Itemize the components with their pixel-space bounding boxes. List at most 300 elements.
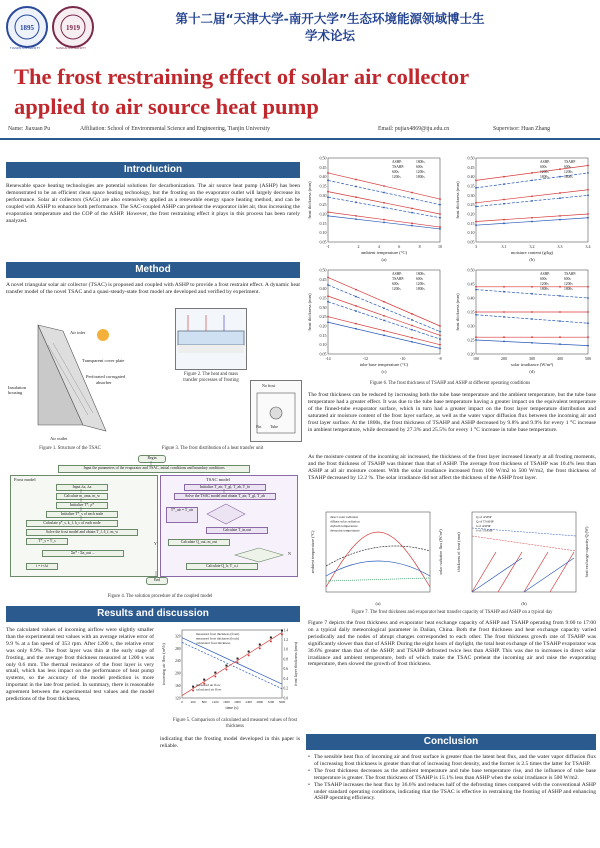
tube-shape: [270, 407, 282, 419]
y-axis-label: frost thickness (mm): [455, 181, 460, 219]
data-point: [355, 323, 357, 325]
legend-entry: 1200s: [540, 170, 549, 174]
x-tick-label: 3200: [267, 700, 275, 704]
flow-step: Calculate m_ama, m_w: [56, 493, 108, 500]
legend-entry: diffuse solar radiation: [330, 519, 360, 524]
data-point: [327, 316, 329, 318]
y-tick-label: 0.40: [319, 286, 327, 292]
x-tick-label: -12: [362, 356, 369, 361]
subfigure-label: (d): [529, 369, 535, 374]
legend-entry: 1800s: [416, 287, 425, 291]
y-tick-label: 0.45: [319, 276, 327, 282]
data-point: [439, 348, 441, 350]
data-point: [503, 219, 505, 221]
method-heading: Method: [6, 262, 300, 278]
legend-entry: 600s: [416, 165, 423, 169]
legend-entry: TSAHP:: [564, 272, 577, 276]
y-tick-label: 0.25: [319, 314, 327, 320]
results-text-right1: The frost thickness can be reduced by increasing both the tube base temperature and the ambient temperature, but the tube base temperature had a greater effect. It was due to the tube base temperature having a greater impact on the equivalent temperature of the finned-tube evaporator surface, which in turn had a greater impact on the frost layer temperature distribution and saturated air moisture content of the frost layer surface, as well as the water vapor diffusion flux between the incoming air and frost layer surface. At the 1800s, the frost thickness of TSAHP and ASHP decreased by 9.8% and 9.9% for every 1 °C increase in ambient temperature, while decreased by 27.3% and 25.5% for every 1 °C increase in tube base temperature.: [308, 392, 596, 433]
subfigure-label: (a): [381, 257, 387, 262]
x-tick-label: 8: [418, 244, 421, 249]
data-point: [383, 202, 385, 204]
y-tick-label: 320: [175, 634, 181, 639]
y-tick-label: 120: [175, 696, 181, 701]
x-tick-label: 400: [190, 700, 196, 704]
tianjin-emblem-icon: [8, 8, 46, 46]
legend-entry: Q of TSAHP: [476, 519, 494, 524]
x-tick-label: 6: [398, 244, 401, 249]
measured-frost-point: [214, 675, 216, 677]
data-point: [411, 208, 413, 210]
x-axis-label: solar irradiance (W/m²): [510, 362, 554, 367]
y2-tick-label: 1.4: [283, 628, 288, 633]
x-tick-label: 10: [438, 244, 442, 249]
logo-nankai-text: NANKAI UNIVERSITY: [55, 46, 86, 50]
legend-entry: 600s: [416, 277, 423, 281]
y2-axis-label: heat exchange capacity Q (W): [584, 526, 589, 578]
author-line: [8, 126, 598, 136]
x-tick-label: 3.2: [529, 244, 535, 249]
legend-entry: Q of ASHP: [476, 515, 492, 519]
measured-frost-point: [192, 689, 194, 691]
legend-entry: 1800s: [416, 175, 425, 179]
flow-tsac-step: Calculate Q_out, m_out: [168, 539, 230, 546]
legend-entry: 1200s: [564, 282, 573, 286]
measured-frost-point: [225, 665, 227, 667]
data-point: [411, 319, 413, 321]
flow-step: t = t+∆t: [26, 563, 58, 570]
data-point: [587, 213, 589, 215]
data-point: [327, 215, 329, 217]
x-tick-label: 3.4: [585, 244, 591, 249]
x-tick-label: -14: [325, 356, 331, 361]
forum-title-line2: 学术论坛: [304, 28, 355, 43]
data-point: [531, 217, 533, 219]
data-point: [475, 224, 477, 226]
x-tick-label: 2000: [234, 700, 241, 704]
method-text: A novel triangular solar air collector (TSAC) is proposed and coupled with ASHP to provide a frost restraint effect. A dynamic heat transfer model of the novel TSAC and a quasi-steady-state frost model are developed and verified by experiment.: [6, 282, 300, 295]
data-point: [355, 179, 357, 181]
fig5-caption: Figure 5. Comparison of calculated and measured values of frost thickness: [172, 718, 298, 729]
flow-tsac-step: Calculate T_in,out: [206, 527, 268, 534]
data-point: [475, 202, 477, 204]
y-axis-label: frost thickness (mm): [307, 293, 312, 331]
conclusion-list: [308, 754, 596, 802]
data-point: [383, 330, 385, 332]
data-point: [531, 293, 533, 295]
data-point: [383, 334, 385, 336]
data-point: [587, 345, 589, 347]
y-axis-label: thickness of frost (mm): [456, 532, 461, 572]
y-tick-label: 0.45: [467, 281, 475, 287]
data-point: [383, 219, 385, 221]
flow-step: Solve the frost model and obtain T_f, δ_f, m_w: [26, 529, 138, 536]
legend-entry: δ of TSAHP: [476, 528, 493, 533]
fig7a-chart: [308, 506, 448, 608]
fig3-label-fin: Fin: [256, 424, 262, 429]
x-tick-label: 300: [529, 356, 535, 361]
subfigure-label: (a): [375, 601, 381, 606]
data-point: [327, 211, 329, 213]
data-point: [383, 207, 385, 209]
x-tick-label: 0: [181, 700, 183, 704]
y-tick-label: 0.50: [319, 267, 327, 273]
x-tick-label: 2: [357, 244, 360, 249]
x-tick-label: 800: [201, 700, 207, 704]
data-point: [475, 336, 477, 338]
legend-entry: calculated frost thickness: [196, 641, 231, 645]
data-point: [559, 311, 561, 313]
subfigure-label: (b): [521, 601, 527, 606]
data-point: [587, 322, 589, 324]
y-axis-label: frost thickness (mm): [455, 293, 460, 331]
y-tick-label: 0.45: [467, 164, 475, 170]
flow-arrows: [6, 455, 300, 585]
x-tick-label: 400: [557, 356, 563, 361]
data-point: [355, 196, 357, 198]
data-point: [411, 225, 413, 227]
data-point: [355, 296, 357, 298]
flow-end: End: [146, 577, 168, 585]
data-point: [503, 316, 505, 318]
flow-step: Input ∆z, ∆x: [56, 484, 108, 491]
x-axis-label: time (s): [225, 705, 239, 710]
conclusion-item: • The sensible heat flux of incoming air and frost surface is greater than the latent heat flux, and the water vapor diffusion flux of increasing frost thickness is greater than that of increasing frost density, and the former is 2.5 times the latter for TSAHP.: [308, 754, 596, 768]
flow-frost-label: Frost model: [14, 477, 36, 482]
data-point: [439, 338, 441, 340]
fig6d-chart: [454, 264, 594, 374]
subfigure-label: (c): [381, 369, 387, 374]
legend-entry: ASHP:: [540, 272, 551, 276]
data-point: [383, 222, 385, 224]
data-point: [475, 180, 477, 182]
data-point: [327, 191, 329, 193]
data-point: [383, 192, 385, 194]
data-point: [587, 217, 589, 219]
y2-axis-label: frost layer thickness (mm): [293, 641, 298, 687]
y-tick-label: 0.15: [467, 220, 475, 226]
y2-tick-label: 0.6: [283, 667, 288, 672]
legend-entry: 600s: [392, 170, 399, 174]
measured-frost-point: [259, 644, 261, 646]
flow-step: Initialize T*_s of each node: [46, 511, 118, 518]
data-point: [327, 180, 329, 182]
flow-tsac-label: TSAC model: [206, 477, 230, 482]
flow-begin: Begin: [138, 455, 166, 463]
data-point: [503, 311, 505, 313]
measured-frost-point: [248, 651, 250, 653]
y-tick-label: 0.20: [319, 211, 327, 217]
data-point: [383, 315, 385, 317]
measured-frost-point: [281, 633, 283, 635]
data-point: [475, 221, 477, 223]
fig7-caption: Figure 7. The frost thickness and evaporator heat transfer capacity of TSAHP and ASHP on a typical day: [351, 610, 553, 615]
y-axis-label: frost thickness (mm): [307, 181, 312, 219]
data-point: [411, 341, 413, 343]
fig2-heat-mass-transfer: [175, 308, 247, 370]
x-axis-label: ambient temperature (°C): [360, 250, 408, 255]
legend-entry: measured frost thickness (back): [196, 636, 240, 641]
data-point: [411, 329, 413, 331]
forum-title: [100, 10, 560, 44]
data-point: [503, 286, 505, 288]
data-point: [411, 198, 413, 200]
y-tick-label: 0.35: [319, 295, 327, 301]
legend-entry: 1800s: [564, 175, 573, 179]
fig3-label-tube: Tube: [270, 424, 279, 429]
y-tick-label: 200: [175, 671, 181, 676]
data-point: [587, 286, 589, 288]
data-point: [355, 328, 357, 330]
measured-frost-point: [270, 640, 272, 642]
data-point: [327, 196, 329, 198]
data-point: [327, 284, 329, 286]
y-tick-label: 0.20: [467, 211, 475, 217]
data-point: [503, 199, 505, 201]
data-point: [559, 197, 561, 199]
data-point: [355, 310, 357, 312]
measured-frost-point: [237, 661, 239, 663]
y-tick-label: 0.30: [319, 304, 327, 310]
legend-entry: 1800s: [540, 175, 549, 179]
y-tick-label: 0.25: [467, 337, 475, 343]
data-point: [355, 186, 357, 188]
y-tick-label: 0.35: [467, 183, 475, 189]
y-tick-label: 0.45: [319, 164, 327, 170]
fig1-label-absorber: absorber: [96, 380, 112, 385]
y-tick-label: 0.40: [467, 174, 475, 180]
data-point: [439, 198, 441, 200]
data-point: [587, 194, 589, 196]
data-point: [439, 226, 441, 228]
data-point: [503, 291, 505, 293]
data-point: [531, 318, 533, 320]
flow-tsac-step: Solve the TSAC model and obtain T_air, T_gl, T_ab: [174, 493, 276, 500]
data-point: [439, 334, 441, 336]
data-point: [559, 295, 561, 297]
fig6-caption: Figure 6. The frost thickness of TSAHP and ASHP at different operating conditions: [369, 381, 531, 386]
y-tick-label: 0.50: [467, 267, 475, 273]
x-tick-label: 1600: [223, 700, 230, 704]
x-tick-label: 3600: [278, 700, 286, 704]
svg-text:1919: 1919: [66, 24, 80, 32]
legend-entry: dewpoint temperature: [330, 528, 360, 533]
x-tick-label: 3.1: [501, 244, 507, 249]
x-axis-label: tube base temperature (°C): [359, 362, 409, 367]
legend-entry: 1200s: [416, 282, 425, 286]
legend-entry: 1800s: [416, 160, 425, 164]
legend-entry: 600s: [540, 165, 547, 169]
data-point: [411, 313, 413, 315]
subfigure-label: (b): [529, 257, 535, 262]
forum-title-line1: 第十二届“天津大学-南开大学”生态环境能源领域博士生: [175, 11, 485, 26]
data-point: [587, 311, 589, 313]
y2-tick-label: 1.2: [283, 638, 288, 643]
y-tick-label: 280: [175, 646, 181, 651]
data-point: [587, 172, 589, 174]
y-tick-label: 0.20: [467, 351, 475, 357]
data-point: [355, 218, 357, 220]
data-point: [475, 187, 477, 189]
y-tick-label: 0.20: [319, 323, 327, 329]
legend-entry: 600s: [540, 277, 547, 281]
results-heading: Results and discussion: [6, 606, 300, 622]
data-point: [503, 176, 505, 178]
x-tick-label: -1: [326, 244, 330, 249]
y-tick-label: 160: [175, 683, 181, 688]
data-point: [531, 286, 533, 288]
fig6a-chart: [306, 152, 446, 262]
svg-text:1895: 1895: [20, 24, 34, 32]
flow-step: Σn* - Σn_out ...: [42, 550, 124, 557]
data-point: [475, 286, 477, 288]
y2-tick-label: 0.8: [283, 657, 288, 662]
y-tick-label: 0.30: [467, 323, 475, 329]
fig1-caption: Figure 1. Structure of the TSAC: [39, 446, 101, 451]
data-point: [531, 195, 533, 197]
x-tick-label: 200: [501, 356, 507, 361]
data-point: [411, 212, 413, 214]
data-point: [439, 325, 441, 327]
author-name: Name: Jiaxuan Pu: [8, 126, 51, 132]
header-divider: [0, 138, 600, 140]
fig7b-chart: [454, 506, 594, 608]
results-text-right3: Figure 7 depicts the frost thickness and evaporator heat exchange capacity of ASHP and TSAHP operating from 9:00 to 17:00 on a typical daily meteorological parameter in Dalian, China. Both the frost thickness and heat exchange capacity varied periodically and the nodes of abrupt changes corresponded to each other. The frost thickness growth rate of TSAHP was significantly slower than that of ASHP. During the eight hours of daylight, the total heat exchange of the TSAHP evaporator was 36.6% greater than that of the ASHP, and TSAHP defrosted twice less than ASHP. This was due to increases in direct solar irradiance and ambient temperature, both of which make the TSAC preheat the incoming air and raise the evaporating temperature, then slowed the growth of frost thickness.: [308, 620, 596, 668]
data-point: [411, 337, 413, 339]
data-point: [475, 314, 477, 316]
fig6c-chart: [306, 264, 446, 374]
y-axis-label: incoming air flow (m³/h): [161, 643, 166, 685]
measured-frost-point: [203, 679, 205, 681]
flow-tsac-step: Initialize T_air, T_gl, T_ab, T_fo: [184, 484, 266, 491]
y-tick-label: 0.25: [319, 202, 327, 208]
x-tick-label: -10: [399, 356, 406, 361]
intro-text: Renewable space heating technologies are potential solutions for decarbonization. The air source heat pump (ASHP) has been demonstrated to be an efficient clean space heating technology, but the frosting on the evaporator outlet will largely decrease its performance. Solar air collectors (SACs) are also extensively applied as a renewable energy space heating method, and can be coupled with ASHP to enhance both performance. The SAC-coupled ASHP can preheat the evaporator inlet air, thus increasing the evaporation temperature and the COP of the ASHP. However, the frost restraining effect it plays in this process has been rarely analyzed.: [6, 183, 300, 224]
measured-frost-point: [192, 686, 194, 688]
conclusion-heading: Conclusion: [306, 734, 596, 750]
data-point: [587, 297, 589, 299]
data-point: [559, 343, 561, 345]
fig5-chart: [160, 626, 300, 714]
x-tick-label: 100: [473, 356, 479, 361]
y-tick-label: 0.30: [467, 192, 475, 198]
data-point: [327, 277, 329, 279]
legend-entry: 1800s: [416, 272, 425, 276]
results-text-right2: As the moisture content of the incoming air increased, the thickness of the frost layer increased linearly at all frosting moments, and the frost thickness of TSAHP was thinner than that of ASHP. The average frost thickness of TSAHP was 10.4% less than ASHP at all air moisture content. With the solar irradiance increased from 100 W/m2 to 500 W/m2, the frost thickness of TSAHP decreased by 12.2 %. The solar irradiance did not affect the thickness of the ASHP frost layer.: [308, 454, 596, 481]
logo-tianjin-text: TIANJIN UNIVERSITY: [9, 46, 41, 50]
measured-frost-point: [225, 668, 227, 670]
data-point: [355, 201, 357, 203]
data-point: [383, 320, 385, 322]
legend-entry: 1800s: [564, 287, 573, 291]
x-tick-label: 4: [377, 244, 380, 249]
flow-input: Input the parameters of the evaporator and TSAC, initial conditions and boundary conditions: [58, 465, 250, 473]
flow-tsac-step: Calculate Q_h, T_o,t: [186, 563, 258, 570]
data-point: [559, 219, 561, 221]
y-tick-label: 0.35: [319, 183, 327, 189]
y-tick-label: 0.35: [467, 309, 475, 315]
data-point: [587, 189, 589, 191]
data-point: [411, 325, 413, 327]
data-point: [411, 222, 413, 224]
data-point: [411, 192, 413, 194]
data-point: [439, 213, 441, 215]
data-point: [439, 204, 441, 206]
y-tick-label: 0.40: [467, 295, 475, 301]
x-tick-label: 3: [475, 244, 477, 249]
y2-tick-label: 0.4: [283, 676, 288, 681]
logo-tianjin: [6, 6, 48, 48]
y-tick-label: 0.10: [319, 342, 327, 348]
legend-entry: 600s: [564, 165, 571, 169]
fig6b-chart: [454, 152, 594, 262]
data-point: [439, 228, 441, 230]
legend-entry: 1200s: [540, 282, 549, 286]
y2-tick-label: 1.0: [283, 647, 288, 652]
y-axis-label: ambient temperature (°C): [310, 530, 315, 574]
data-point: [531, 200, 533, 202]
paper-title-line1: The frost restraining effect of solar air collector: [14, 64, 470, 89]
measured-frost-point: [248, 654, 250, 656]
measured-frost-point: [237, 658, 239, 660]
data-point: [559, 176, 561, 178]
flow-step: Initialize T*, ρ*: [56, 502, 108, 509]
data-point: [503, 222, 505, 224]
fig3-label-no-frost: No frost: [262, 383, 276, 388]
data-point: [503, 203, 505, 205]
data-point: [531, 172, 533, 174]
data-point: [383, 185, 385, 187]
data-point: [355, 289, 357, 291]
y2-tick-label: 0.0: [283, 696, 288, 701]
y2-axis-label: solar radiation flux (W/m²): [438, 529, 443, 575]
x-tick-label: 3.3: [557, 244, 563, 249]
fig1-label-perforated: Perforated corrugated: [86, 374, 126, 379]
y-tick-label: 0.10: [467, 230, 475, 236]
data-point: [475, 311, 477, 313]
x-tick-label: 2400: [245, 700, 252, 704]
logo-nankai: [52, 6, 94, 48]
data-point: [587, 165, 589, 167]
data-point: [475, 206, 477, 208]
measured-frost-point: [214, 672, 216, 674]
data-point: [559, 168, 561, 170]
data-point: [327, 321, 329, 323]
author-email: Email: pujiax4869@tju.edu.cn: [378, 126, 450, 132]
results-text-left-cont: indicating that the frosting model developed in this paper is reliable.: [160, 736, 300, 749]
fig4-flowchart: [6, 455, 300, 585]
y-tick-label: 0.50: [319, 155, 327, 161]
data-point: [531, 336, 533, 338]
flow-yes-label: Y: [154, 541, 157, 546]
data-point: [327, 295, 329, 297]
y-tick-label: 0.05: [319, 239, 327, 245]
data-point: [531, 221, 533, 223]
y-tick-label: 0.25: [467, 202, 475, 208]
legend-entry: δ of ASHP: [476, 524, 491, 528]
data-point: [475, 339, 477, 341]
fig1-label-air-inlet: Air inlet: [70, 330, 86, 335]
flow-no-label: N: [288, 551, 291, 556]
data-point: [327, 301, 329, 303]
y-tick-label: 0.30: [319, 192, 327, 198]
x-tick-label: 2800: [256, 700, 264, 704]
legend-entry: TSAHP:: [392, 277, 405, 281]
data-point: [559, 286, 561, 288]
data-point: [475, 289, 477, 291]
fig4-caption: Figure 4. The solution procedure of the coupled model: [107, 594, 213, 599]
data-point: [383, 301, 385, 303]
